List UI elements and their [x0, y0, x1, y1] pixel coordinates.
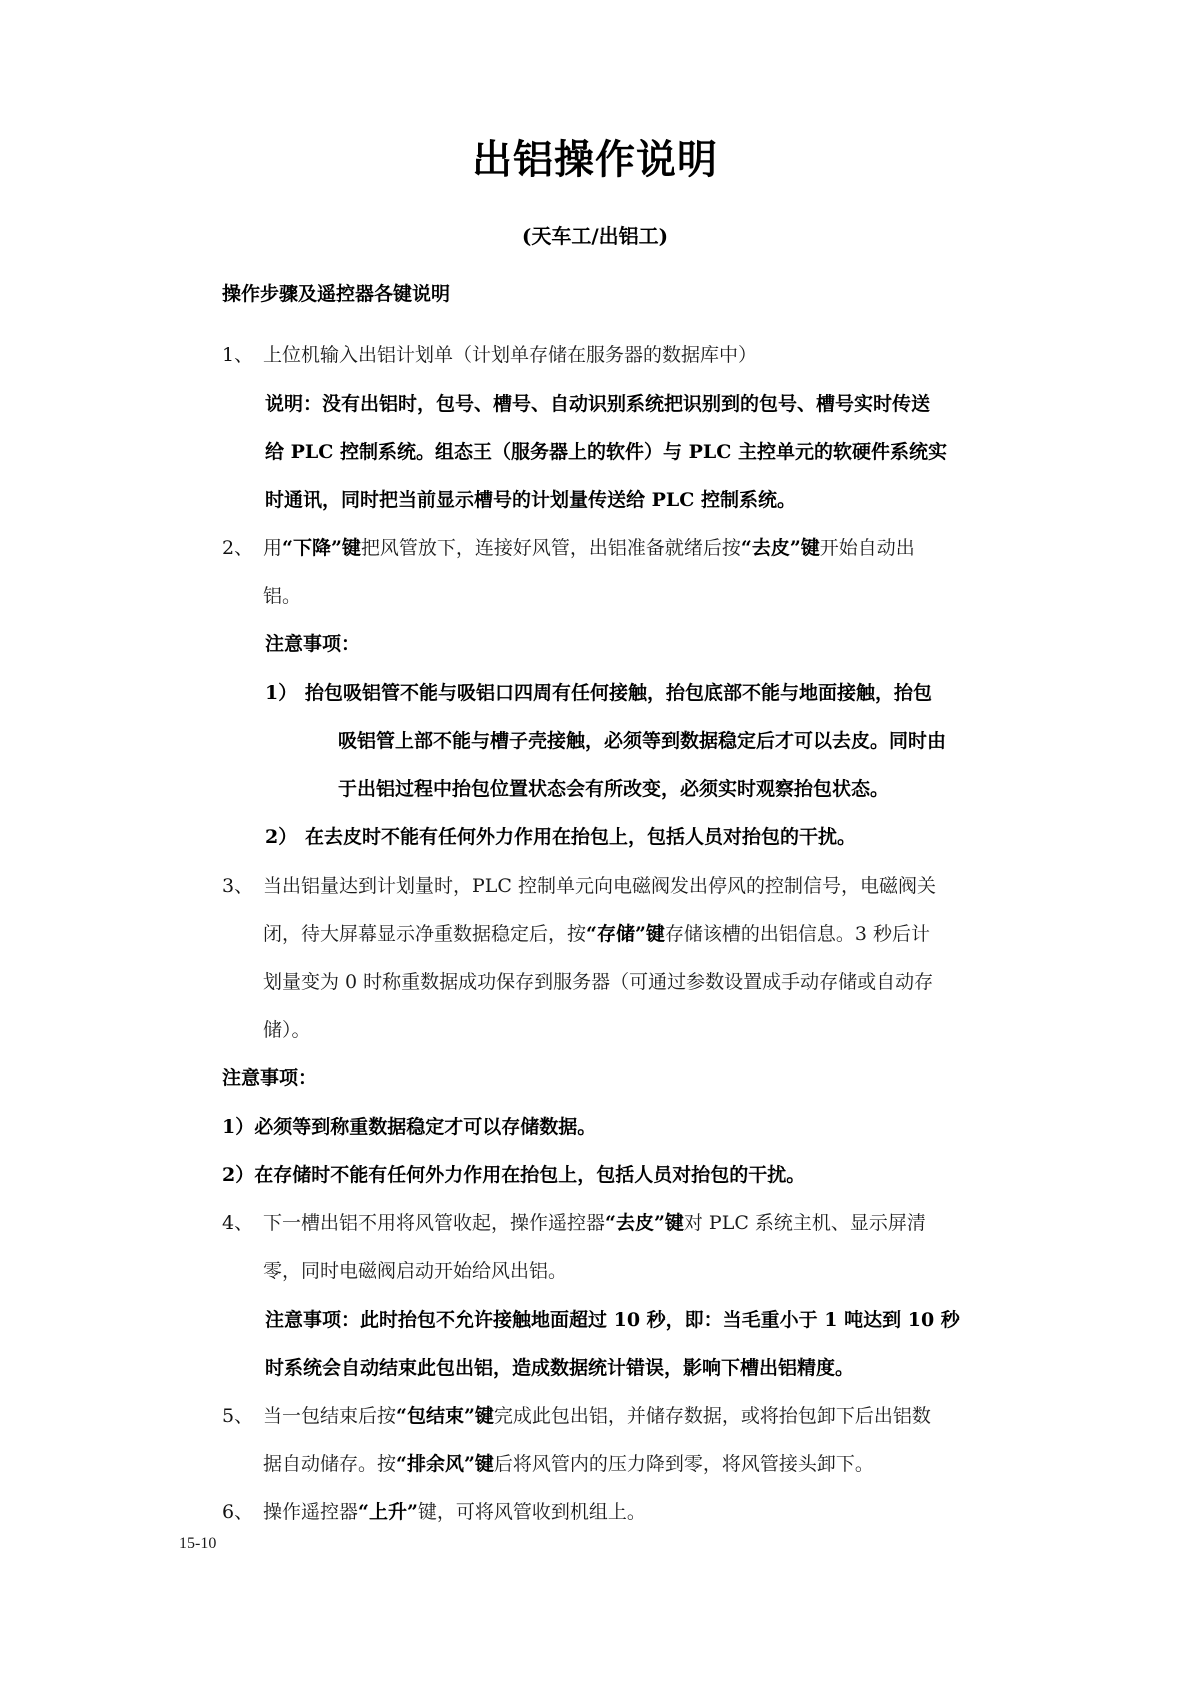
step-text-part: 存储该槽的出铝信息。3 秒后计 — [664, 923, 931, 945]
page-number: 15-10 — [179, 1535, 217, 1552]
caution-heading: 注意事项： — [265, 633, 361, 655]
step-number: 6、 — [222, 1501, 254, 1523]
note-line: 时系统会自动结束此包出铝，造成数据统计错误，影响下槽出铝精度。 — [265, 1357, 855, 1379]
note-line: 说明：没有出铝时，包号、槽号、自动识别系统把识别到的包号、槽号实时传送 — [265, 393, 931, 415]
key-name: “存储”键 — [586, 923, 665, 945]
step-number: 3、 — [222, 875, 254, 897]
page-subtitle: (天车工/出铝工) — [521, 224, 669, 248]
section-heading: 操作步骤及遥控器各键说明 — [222, 283, 451, 305]
key-name: “去皮”键 — [605, 1212, 684, 1234]
step-text — [263, 539, 915, 558]
step-text-part: 当一包结束后按 — [263, 1405, 397, 1427]
note-line: 给 PLC 控制系统。组态王（服务器上的软件）与 PLC 主控单元的软硬件系统实 — [265, 441, 947, 463]
step-text-part: 开始自动出 — [819, 537, 915, 559]
step-text: 储）。 — [263, 1019, 311, 1041]
step-text-part: 完成此包出铝，并储存数据，或将抬包卸下后出铝数 — [493, 1405, 931, 1427]
note-line: 时通讯，同时把当前显示槽号的计划量传送给 PLC 控制系统。 — [265, 489, 796, 511]
key-name: “排余风”键 — [396, 1453, 494, 1475]
key-name: “包结束”键 — [396, 1405, 494, 1427]
step-number: 5、 — [222, 1405, 254, 1427]
key-name: “下降”键 — [282, 537, 361, 559]
step-text-part: 用 — [263, 537, 283, 559]
caution-item: 抬包吸铝管不能与吸铝口四周有任何接触，抬包底部不能与地面接触，抬包 — [305, 682, 933, 704]
step-number: 2、 — [222, 537, 254, 559]
step-text: 当出铝量达到计划量时，PLC 控制单元向电磁阀发出停风的控制信号，电磁阀关 — [263, 875, 936, 897]
step-text-part: 把风管放下，连接好风管，出铝准备就绪后按 — [360, 537, 741, 559]
caution-item-number: 2） — [265, 826, 298, 848]
key-name: “上升” — [358, 1501, 418, 1523]
step-text-part: 操作遥控器 — [263, 1501, 359, 1523]
caution-item: 于出铝过程中抬包位置状态会有所改变，必须实时观察抬包状态。 — [338, 778, 890, 800]
step-text-part: 对 PLC 系统主机、显示屏清 — [683, 1212, 926, 1234]
step-text — [263, 925, 930, 944]
step-text — [263, 1214, 926, 1233]
page-title: 出铝操作说明 — [472, 136, 718, 183]
step-text-part: 后将风管内的压力降到零，将风管接头卸下。 — [493, 1453, 874, 1475]
step-text: 零，同时电磁阀启动开始给风出铝。 — [263, 1260, 568, 1282]
caution-item: 在去皮时不能有任何外力作用在抬包上，包括人员对抬包的干扰。 — [305, 826, 857, 848]
step-text: 划量变为 0 时称重数据成功保存到服务器（可通过参数设置成手动存储或自动存 — [263, 971, 934, 993]
step-text — [263, 1455, 874, 1474]
caution-item-number: 1） — [265, 682, 298, 704]
step-text — [263, 1503, 646, 1522]
step-text-part: 闭，待大屏幕显示净重数据稳定后，按 — [263, 923, 587, 945]
step-number: 1、 — [222, 344, 254, 366]
note-line: 注意事项：此时抬包不允许接触地面超过 10 秒，即：当毛重小于 1 吨达到 10 秒 — [265, 1309, 960, 1331]
caution-heading: 注意事项： — [222, 1067, 318, 1089]
caution-item: 2）在存储时不能有任何外力作用在抬包上，包括人员对抬包的干扰。 — [222, 1164, 806, 1186]
step-text-part: 下一槽出铝不用将风管收起，操作遥控器 — [263, 1212, 606, 1234]
step-number: 4、 — [222, 1212, 254, 1234]
step-text-part: 据自动储存。按 — [263, 1453, 397, 1475]
step-text: 铝。 — [263, 585, 302, 607]
step-text-part: 键，可将风管收到机组上。 — [417, 1501, 646, 1523]
caution-item: 1）必须等到称重数据稳定才可以存储数据。 — [222, 1116, 597, 1138]
key-name: “去皮”键 — [740, 537, 820, 559]
step-text: 上位机输入出铝计划单（计划单存储在服务器的数据库中） — [263, 344, 758, 366]
step-text — [263, 1407, 931, 1426]
caution-item: 吸铝管上部不能与槽子壳接触，必须等到数据稳定后才可以去皮。同时由 — [338, 730, 947, 752]
